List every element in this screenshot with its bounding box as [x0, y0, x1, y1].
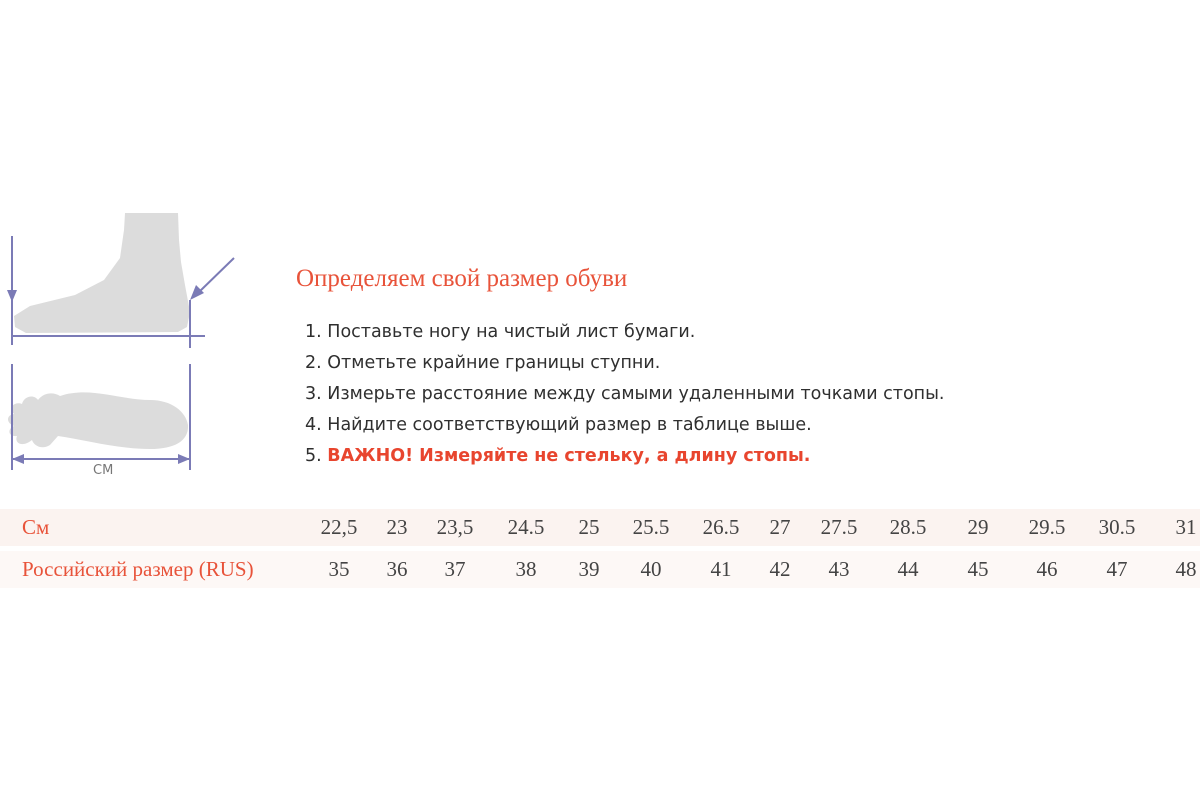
step-text: Поставьте ногу на чистый лист бумаги. [327, 322, 696, 342]
side-left-arrowhead [7, 290, 17, 302]
step-number: 4. [305, 415, 322, 435]
step-text: Отметьте крайние границы ступни. [327, 353, 661, 373]
step-text: Найдите соответствующий размер в таблице выше. [327, 415, 812, 435]
row-label-rus: Российский размер (RUS) [22, 557, 254, 581]
instruction-step-3 [305, 379, 944, 410]
instruction-list [305, 317, 944, 472]
size-row-cm: См 22,5 23 23,5 24.5 25 25.5 26.5 27 27.5 28.5 29 29.5 30.5 31 [0, 509, 1200, 546]
instruction-step-5-warning [305, 441, 944, 472]
foot-side-silhouette [14, 213, 190, 333]
length-unit-label: СМ [93, 463, 114, 478]
step-number: 5. [305, 446, 322, 466]
step-text: Измерьте расстояние между самыми удаленными точками стопы. [327, 384, 945, 404]
heel-arrowhead [190, 285, 204, 300]
length-arrowhead-left [12, 454, 24, 464]
foot-measurement-diagram [0, 205, 250, 480]
row-label-cm: См [22, 515, 50, 539]
warning-text: ВАЖНО! Измеряйте не стельку, а длину стопы. [327, 446, 811, 466]
length-arrowhead-right [178, 454, 190, 464]
step-number: 3. [305, 384, 322, 404]
instruction-step-1 [305, 317, 944, 348]
size-row-rus: Российский размер (RUS) 35 36 37 38 39 40 41 42 43 44 45 46 47 48 [0, 551, 1200, 588]
page-title: Определяем свой размер обуви [296, 265, 628, 292]
step-number: 2. [305, 353, 322, 373]
step-number: 1. [305, 322, 322, 342]
heel-diagonal-arrow [198, 258, 234, 293]
foot-top-silhouette [8, 392, 188, 449]
instruction-step-4 [305, 410, 944, 441]
instruction-step-2 [305, 348, 944, 379]
